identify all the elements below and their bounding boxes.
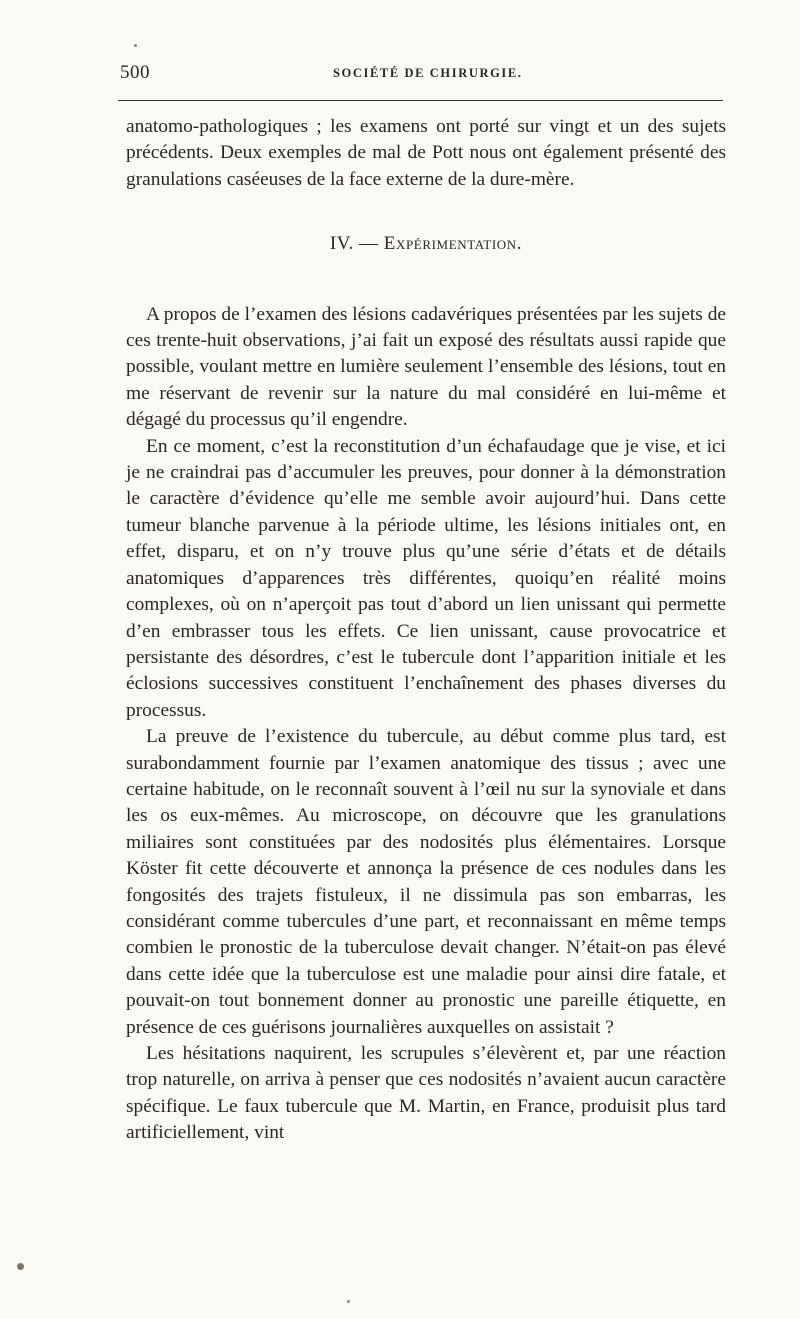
paragraph-continuation: anatomo-pathologiques ; les examens ont porté sur vingt et un des sujets précédents. Deux exemples de mal de Pott nous ont également présenté des granulations caséeuses de la face externe de la dure-mère. <box>126 116 726 190</box>
paragraph: En ce moment, c’est la reconstitution d’un échafaudage que je vise, et ici je ne craindrai pas d’accumuler les preuves, pour donner à la démonstration le caractère d’évidence qu’elle me semble avoir aujourd’hui. Dans cette tumeur blanche parvenue à la période ultime, les lésions initiales ont, en effet, disparu, et on n’y trouve plus qu’une série d’états et de détails anatomiques d’apparences très différentes, quoiqu’en réalité moins complexes, où on n’aperçoit pas tout d’abord un lien unissant qui permette d’en embrasser tous les effets. Ce lien unissant, cause provocatrice et persistante des désordres, c’est le tubercule dont l’apparition initiale et les éclosions successives constituent l’enchaînement des phases diverses du processus. <box>126 435 726 721</box>
paragraph: La preuve de l’existence du tubercule, au début comme plus tard, est surabondamment fournie par l’examen anatomique des tissus ; avec une certaine habitude, on le reconnaît souvent à l’œil nu sur la synoviale et dans les os eux-mêmes. Au microscope, on découvre que les granulations miliaires sont constituées par des nodosités plus élémentaires. Lorsque Köster fit cette découverte et annonça la présence de ces nodules dans les fongosités des trajets fistuleux, il ne dissimula pas son embarras, les considérant comme tubercules d’une part, et reconnaissant en même temps combien le pronostic de la tuberculose devait changer. N’était-on pas élevé dans cette idée que la tuberculose est une maladie pour ainsi dire fatale, et pouvait-on tout bonnement donner au pronostic une pareille étiquette, en présence de ces guérisons journalières auxquelles on assistait ? <box>126 726 726 1038</box>
section-heading-number: IV. — <box>329 233 384 255</box>
section-heading-title: Expérimentation. <box>383 233 523 255</box>
paper-speck <box>17 1263 24 1270</box>
body-text <box>126 114 726 1147</box>
paper-speck <box>134 44 137 47</box>
section-heading <box>126 231 726 257</box>
paper-speck <box>347 1300 350 1303</box>
page-number: 500 <box>120 62 150 83</box>
paragraph: A propos de l’examen des lésions cadavériques présentées par les sujets de ces trente-huit observations, j’ai fait un exposé des résultats aussi rapide que possible, voulant mettre en lumière seulement l’ensemble des lésions, tout en me réservant de revenir sur la nature du mal considéré en lui-même et dégagé du processus qu’il engendre. <box>126 303 726 431</box>
running-head: SOCIÉTÉ DE CHIRURGIE. <box>333 66 523 80</box>
header-rule <box>118 100 723 101</box>
page-header <box>120 62 725 86</box>
paragraph: Les hésitations naquirent, les scrupules s’élevèrent et, par une réaction trop naturelle, on arriva à penser que ces nodosités n’avaient aucun caractère spécifique. Le faux tubercule que M. Martin, en France, produisit plus tard artificiellement, vint <box>126 1043 726 1144</box>
